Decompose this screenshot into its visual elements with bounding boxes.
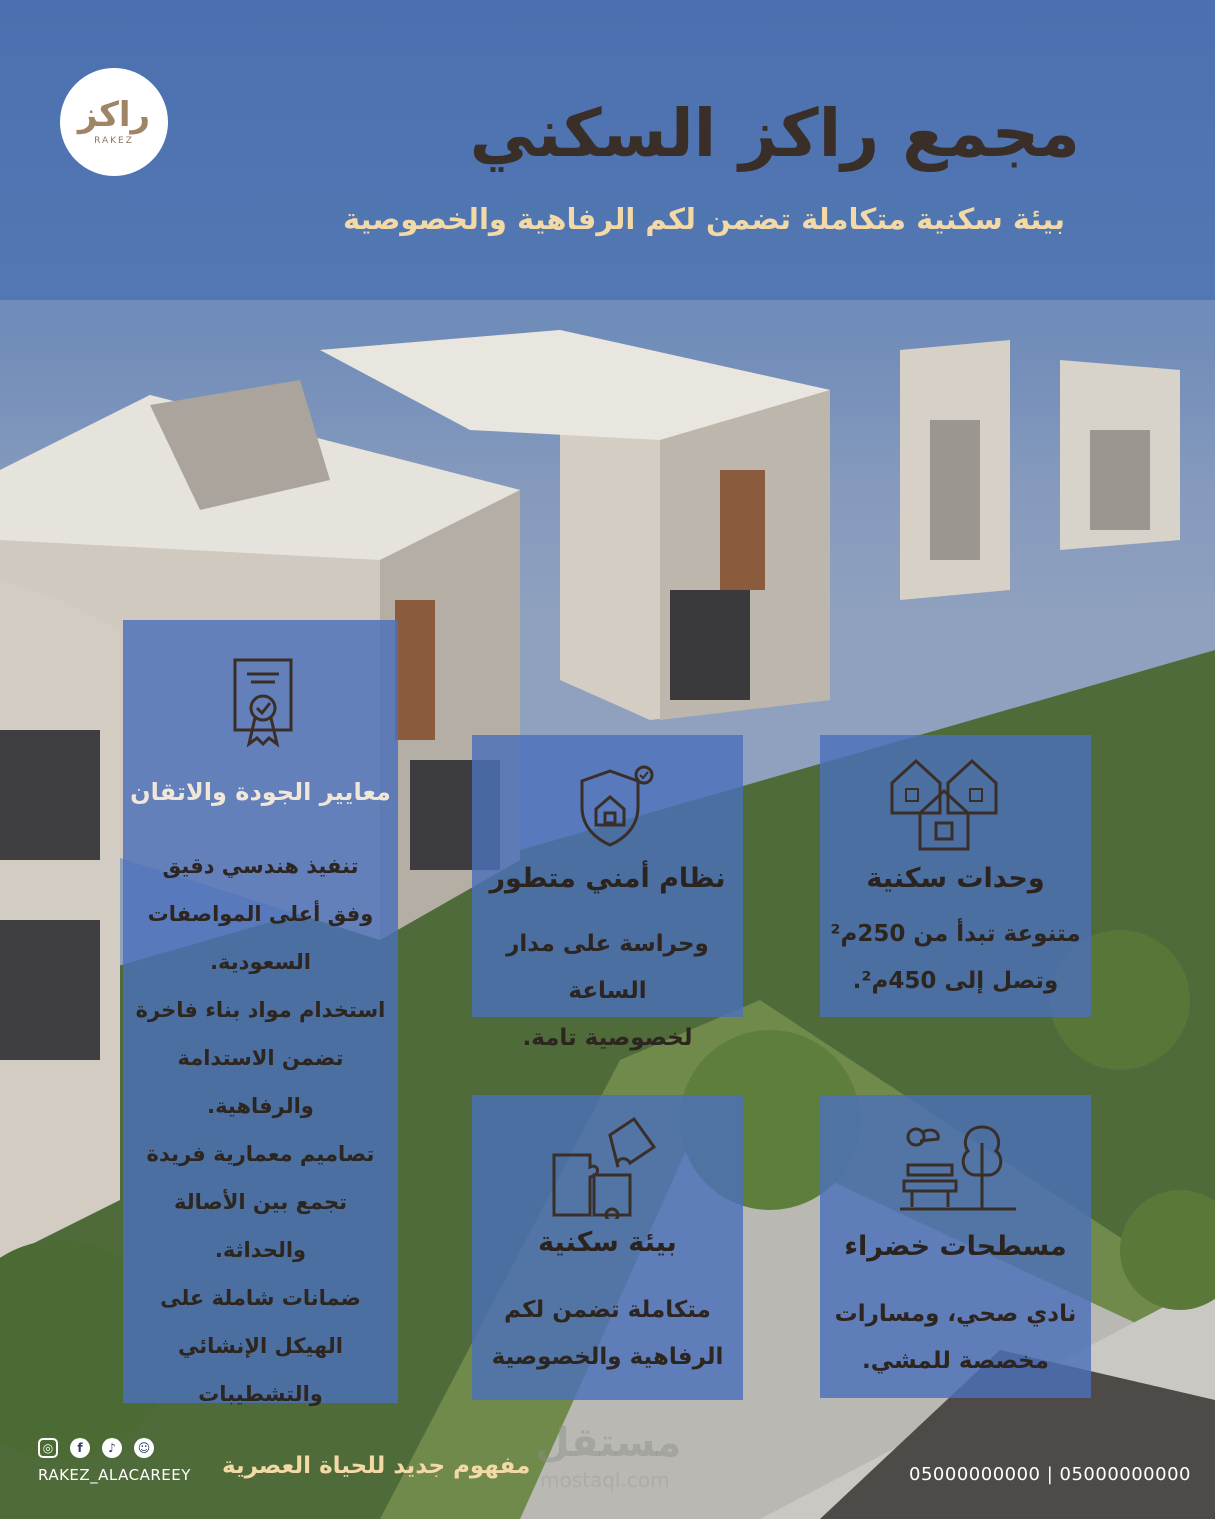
page-title: مجمع راكز السكني [469, 95, 1080, 172]
certificate-icon [231, 656, 295, 748]
logo-mark: راكز [77, 95, 151, 135]
facebook-icon[interactable]: f [70, 1438, 90, 1458]
tiktok-icon[interactable]: ♪ [102, 1438, 122, 1458]
card-environment-title: بيئة سكنية [538, 1227, 677, 1258]
card-security-text [480, 921, 735, 1062]
card-residential-units [820, 735, 1091, 1017]
text-line: تصاميم معمارية فريدة [146, 1142, 375, 1166]
shield-house-icon [568, 765, 658, 849]
houses-icon [888, 753, 1000, 853]
text-line: ضمانات شاملة على [160, 1286, 361, 1310]
card-green-text [828, 1291, 1083, 1385]
text-line: الرفاهية والخصوصية [491, 1344, 724, 1370]
watermark-text: مستقل [535, 1420, 682, 1466]
card-units-title: وحدات سكنية [866, 863, 1045, 894]
text-line: نادي صحي، ومسارات [834, 1301, 1077, 1327]
card-security-title: نظام أمني متطور [489, 863, 726, 894]
text-line: تجمع بين الأصالة [173, 1190, 348, 1214]
card-green-title: مسطحات خضراء [844, 1231, 1067, 1262]
contact-phones: 05000000000 | 05000000000 [909, 1464, 1191, 1485]
text-line: متنوعة تبدأ من 250م² [830, 921, 1081, 947]
text-line: تضمن الاستدامة [177, 1046, 344, 1070]
text-line: الهيكل الإنشائي [178, 1334, 343, 1358]
card-environment-text [480, 1287, 735, 1381]
footer-slogan: مفهوم جديد للحياة العصرية [222, 1453, 531, 1479]
text-line: وتصل إلى 450م². [852, 968, 1059, 994]
card-living-environment [472, 1095, 743, 1400]
rakez-logo [60, 68, 168, 176]
text-line: والرفاهية. [207, 1094, 314, 1118]
text-line: تنفيذ هندسي دقيق [162, 854, 359, 878]
text-line: وحراسة على مدار الساعة [506, 931, 709, 1004]
snapchat-icon[interactable]: ☺ [134, 1438, 154, 1458]
text-line: السعودية. [210, 950, 311, 974]
text-line: لخصوصية تامة. [522, 1025, 693, 1051]
card-green-spaces [820, 1095, 1091, 1398]
text-line: مخصصة للمشي. [862, 1348, 1049, 1374]
card-units-text [828, 911, 1083, 1005]
social-handle: RAKEZ_ALACAREEY [38, 1466, 191, 1484]
text-line: متكاملة تضمن لكم [504, 1297, 711, 1323]
instagram-icon[interactable]: ◎ [38, 1438, 58, 1458]
text-line: وفق أعلى المواصفات [147, 902, 374, 926]
watermark-url: mostaql.com [540, 1468, 670, 1492]
social-icons [38, 1438, 154, 1458]
card-security-system [472, 735, 743, 1051]
text-line: والتشطيبات [198, 1382, 323, 1406]
park-icon [898, 1123, 1018, 1211]
text-line: والحداثة. [214, 1238, 307, 1262]
card-quality-standards [123, 620, 398, 1406]
logo-subtitle: RAKEZ [94, 136, 134, 146]
card-quality-text [131, 842, 390, 1418]
page-subtitle: بيئة سكنية متكاملة تضمن لكم الرفاهية والخصوصية [342, 202, 1065, 236]
puzzle-icon [550, 1115, 662, 1219]
card-quality-title: معايير الجودة والاتقان [130, 778, 391, 806]
text-line: استخدام مواد بناء فاخرة [135, 998, 386, 1022]
